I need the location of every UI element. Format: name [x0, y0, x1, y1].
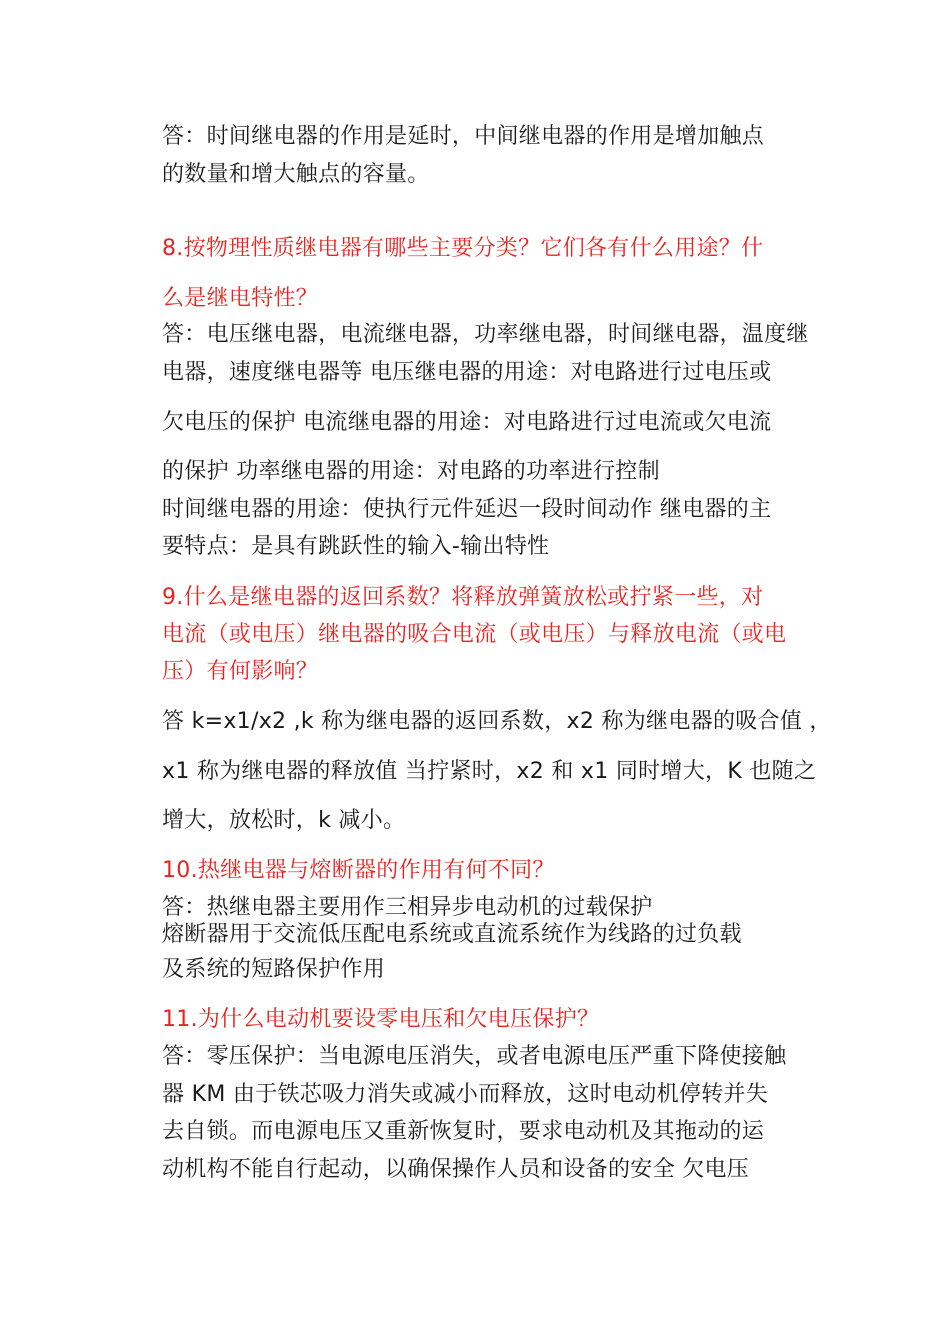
answer-10-line: 答：热继电器主要用作三相异步电动机的过载保护 — [162, 895, 653, 920]
question-9-line: 电流（或电压）继电器的吸合电流（或电压）与释放电流（或电 — [162, 622, 787, 647]
answer-9-line: 增大，放松时，k 减小。 — [162, 808, 406, 833]
answer-10-line: 熔断器用于交流低压配电系统或直流系统作为线路的过负载 — [162, 922, 742, 947]
answer-11-line: 答：零压保护：当电源电压消失，或者电源电压严重下降使接触 — [162, 1044, 787, 1069]
answer-8-line: 电器，速度继电器等 电压继电器的用途：对电路进行过电压或 — [162, 360, 772, 385]
question-8-line: 8.按物理性质继电器有哪些主要分类？它们各有什么用途？什 — [162, 236, 764, 261]
answer-8-line: 要特点：是具有跳跃性的输入-输出特性 — [162, 534, 550, 559]
answer-9-line: 答 k=x1/x2 ,k 称为继电器的返回系数，x2 称为继电器的吸合值 ， — [162, 709, 832, 734]
answer-9-line: x1 称为继电器的释放值 当拧紧时，x2 和 x1 同时增大，K 也随之 — [162, 759, 817, 784]
answer-line: 的数量和增大触点的容量。 — [162, 162, 430, 187]
question-10-line: 10.热继电器与熔断器的作用有何不同？ — [162, 858, 555, 883]
answer-11-line: 器 KM 由于铁芯吸力消失或减小而释放，这时电动机停转并失 — [162, 1082, 769, 1107]
question-9-line: 压）有何影响？ — [162, 659, 319, 684]
question-11-line: 11.为什么电动机要设零电压和欠电压保护？ — [162, 1007, 600, 1032]
question-8-line: 么是继电特性？ — [162, 286, 319, 311]
answer-line: 答：时间继电器的作用是延时，中间继电器的作用是增加触点 — [162, 124, 765, 149]
answer-8-line: 答：电压继电器，电流继电器，功率继电器，时间继电器，温度继 — [162, 322, 809, 347]
answer-11-line: 动机构不能自行起动，以确保操作人员和设备的安全 欠电压 — [162, 1157, 750, 1182]
answer-11-line: 去自锁。而电源电压又重新恢复时，要求电动机及其拖动的运 — [162, 1119, 765, 1144]
answer-10-line: 及系统的短路保护作用 — [162, 957, 386, 982]
answer-8-line: 时间继电器的用途：使执行元件延迟一段时间动作 继电器的主 — [162, 497, 772, 522]
question-9-line: 9.什么是继电器的返回系数？将释放弹簧放松或拧紧一些，对 — [162, 585, 764, 610]
answer-8-line: 欠电压的保护 电流继电器的用途：对电路进行过电流或欠电流 — [162, 410, 772, 435]
answer-8-line: 的保护 功率继电器的用途：对电路的功率进行控制 — [162, 459, 660, 484]
